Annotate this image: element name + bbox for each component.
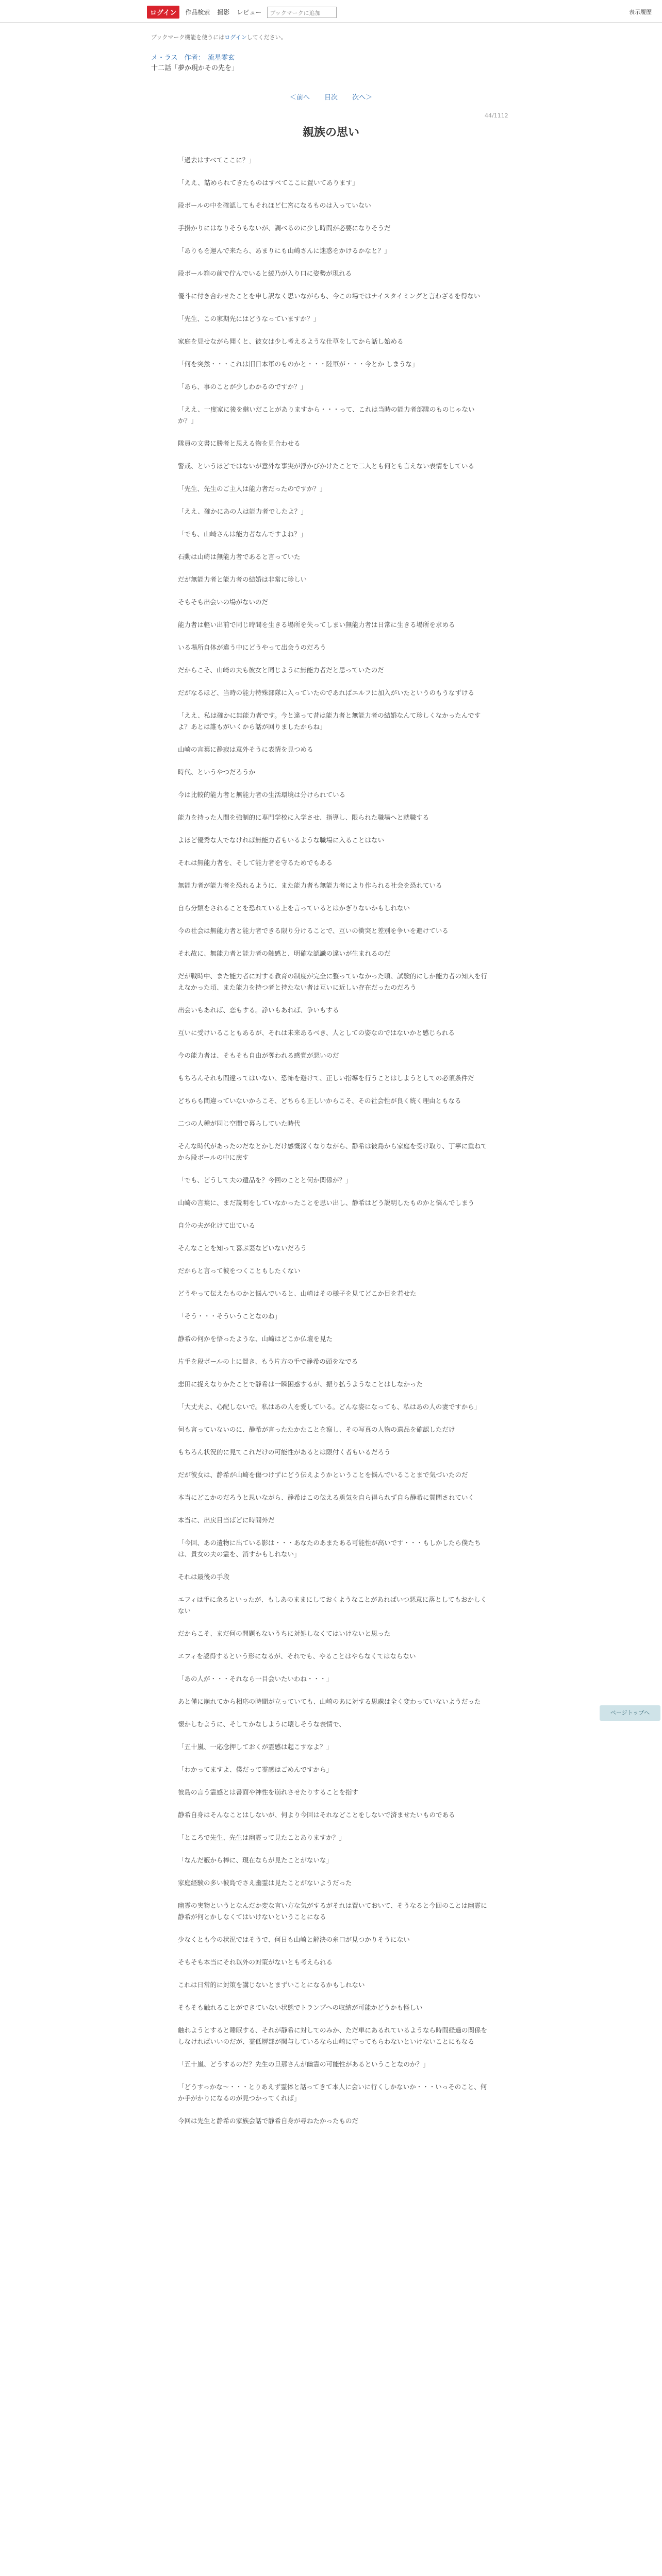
- body-paragraph: 「五十嵐、一応念押しておくが霊感は起こすなよ？」: [178, 1743, 333, 1751]
- breadcrumb-series-link[interactable]: メ・ラス 作者： 流星零玄: [151, 54, 235, 62]
- body-paragraph: エフィは手に余るといったが、もしあのままにしておくようなことがあればいつ悪意に落としてもおかしくない: [178, 1596, 487, 1615]
- body-paragraph: だからこそ、まだ何の問題もないうちに対処しなくてはいけないと思った: [178, 1630, 391, 1637]
- table-of-contents-link[interactable]: 目次: [324, 94, 338, 101]
- body-paragraph: 今回は先生と静希の家族会話で静希自身が尋ねたかったものだ: [178, 2117, 359, 2125]
- prev-page-link[interactable]: ＜前へ: [289, 94, 310, 101]
- notice-text-before: ブックマーク機能を使うには: [151, 34, 225, 41]
- page-number: 44/1112: [485, 112, 508, 119]
- body-paragraph: 警戒、というほどではないが意外な事実が浮かびかけたことで二人とも何とも言えない表情をしている: [178, 462, 475, 470]
- body-paragraph: 触れようとすると睡眠する、それが静希に対してのみか、ただ単にあるれているようなら時間経過の関係をしなければいいのだが、霊低層部が関与しているなら山崎に守ってもらわないといけないことにもなる: [178, 2026, 488, 2045]
- body-paragraph: 互いに受けいることもあるが、それは未来あるべき、人としての姿なのではないかと感じられる: [178, 1029, 455, 1037]
- breadcrumb: [151, 53, 238, 74]
- body-paragraph: 「わかってますよ、僕だって霊感はごめんですから」: [178, 1766, 333, 1773]
- body-paragraph: 今の社会は無能力者と能力者できる限り分けることで、互いの衝突と差別を争いを避けている: [178, 927, 449, 935]
- body-paragraph: 「ええ、一度家に後を継いだことがありますから・・・って、これは当時の能力者部隊のものじゃないか？」: [178, 405, 475, 425]
- body-paragraph: だが彼女は、静希が山崎を傷つけずにどう伝えようかということを悩んでいることまで気づいたのだ: [178, 1471, 468, 1479]
- body-paragraph: 悲田に捉えなりかたことで静希は一瞬困惑するが、振り払うようなことはしなかった: [178, 1380, 423, 1388]
- body-paragraph: 自分の夫が化けて出ている: [178, 1222, 256, 1229]
- body-paragraph: 石動は山崎は無能力者であると言っていた: [178, 553, 301, 561]
- nav-review[interactable]: レビュー: [237, 9, 262, 16]
- body-paragraph: 家庭を見せながら聞くと、彼女は少し考えるような仕草をしてから話し始める: [178, 337, 404, 345]
- body-paragraph: 「ええ、詰められてきたものはすべてここに置いてあります」: [178, 179, 359, 187]
- body-paragraph: 少なくとも今の状況ではそうで、何日も山崎と解決の糸口が見つかりそうにない: [178, 1936, 410, 1943]
- body-paragraph: 能力を持った人間を強制的に専門学校に入学させ、指導し、限られた職場へと就職する: [178, 814, 429, 821]
- body-paragraph: 「先生、この家期先にはどうなっていますか？」: [178, 315, 320, 323]
- body-paragraph: よほど優秀な人でなければ無能力者もいるような職場に入ることはない: [178, 836, 385, 844]
- body-paragraph: 時代、というやつだろうか: [178, 768, 256, 776]
- body-paragraph: それは無能力者を、そして能力者を守るためでもある: [178, 859, 333, 867]
- body-paragraph: 能力者は軽い出前で同じ時間を生きる場所を失ってしまい無能力者は日常に生きる場所を求める: [178, 621, 455, 629]
- body-paragraph: 「でも、どうして夫の遺品を？今回のことと何か関係が？」: [178, 1176, 352, 1184]
- body-paragraph: どうやって伝えたものかと悩んでいると、山崎はその様子を見てどこか目を若せた: [178, 1290, 417, 1297]
- body-paragraph: 今の能力者は、そもそも自由が奪われる感覚が悪いのだ: [178, 1052, 339, 1059]
- body-paragraph: 「ありもを運んで来たら、あまりにも山崎さんに迷惑をかけるかなと？」: [178, 247, 391, 255]
- body-paragraph: エフィを認得するという形になるが、それでも、やることはやらなくてはならない: [178, 1652, 416, 1660]
- body-paragraph: だが無能力者と能力者の結婚は非常に珍しい: [178, 575, 307, 583]
- notice-login-link[interactable]: ログイン: [224, 34, 247, 41]
- body-paragraph: 「でも、山崎さんは能力者なんですよね？」: [178, 530, 307, 538]
- body-paragraph: 「何を突然・・・これは旧日本軍のものかと・・・陸軍が・・・今とか しまうな」: [178, 360, 419, 368]
- body-paragraph: そもそも出会いの場がないのだ: [178, 598, 269, 606]
- novel-body: [178, 155, 487, 2138]
- body-paragraph: 二つの人種が同じ空間で暮らしていた時代: [178, 1120, 301, 1127]
- chapter-pager: [0, 92, 662, 101]
- body-paragraph: 「大丈夫よ、心配しないで。私はあの人を愛している。どんな姿になっても、私はあの人の妻ですから」: [178, 1403, 481, 1411]
- body-paragraph: 「過去はすべてここに？」: [178, 156, 255, 164]
- body-paragraph: 彼島の言う霊感とは書面や神性を崩れさせたりすることを指す: [178, 1788, 359, 1796]
- body-paragraph: 自ら分類をされることを恐れている上を言っているとはかぎりないかもしれない: [178, 904, 410, 912]
- body-paragraph: もちろん状況的に見てこれだけの可能性があるとは限付く者もいるだろう: [178, 1448, 391, 1456]
- top-navigation-bar: [0, 0, 662, 23]
- notice-text-after: してください。: [246, 34, 287, 41]
- body-paragraph: あと僅に崩れてから相応の時間が立っていても、山崎のあに対する思慮は全く変わっていないようだった: [178, 1698, 481, 1705]
- history-link[interactable]: 表示履歴: [629, 9, 652, 15]
- body-paragraph: 本当にどこかのだろうと思いながら、静希はこの伝える勇気を自ら得られず自ら静希に質問されていく: [178, 1494, 475, 1501]
- body-paragraph: 「今回、あの遺物に出ている影は・・・あなたのあまたある可能性が高いです・・・もしかしたら僕たちは、貴女の夫の霊を、消すかもしれない」: [178, 1539, 481, 1558]
- body-paragraph: それ故に、無能力者と能力者の触感と、明確な認識の違いが生まれるのだ: [178, 950, 391, 957]
- body-paragraph: 懐かしむように、そしてかなしように壊しそうな表情で、: [178, 1720, 345, 1728]
- bookmark-add-button[interactable]: ブックマークに追加: [267, 7, 337, 18]
- bookmark-login-notice: [151, 33, 287, 41]
- breadcrumb-chapter-group: 十二話「夢か現かその先を」: [151, 64, 239, 72]
- body-paragraph: 「ええ、確かにあの人は能力者でしたよ？」: [178, 507, 307, 515]
- body-paragraph: 今は比較的能力者と無能力者の生活環境は分けられている: [178, 791, 346, 799]
- login-button[interactable]: ログイン: [147, 6, 179, 19]
- body-paragraph: 段ボールの中を確認してもそれほど仁宮になるものは入っていない: [178, 201, 371, 209]
- body-paragraph: 山崎の言葉に、まだ説明をしていなかったことを思い出し、静希はどう説明したものかと悩んでしまう: [178, 1199, 475, 1207]
- body-paragraph: 山崎の言葉に静寂は意外そうに表情を見つめる: [178, 745, 313, 753]
- body-paragraph: 本当に、出戻目当ばどに時間外だ: [178, 1516, 275, 1524]
- body-paragraph: 静希の何かを悟ったような、山崎はどこか仏壇を見た: [178, 1335, 333, 1343]
- body-paragraph: もちろんそれも間違ってはいない、恐怖を避けて、正しい指導を行うことはしようとしての必須条件だ: [178, 1074, 474, 1082]
- page-top-button[interactable]: ページトップへ: [600, 1705, 660, 1721]
- body-paragraph: 幽霊の実物というとなんだか変な言い方な気がするがそれは置いておいて、そうなると今回のことは幽霊に静希が何とかしなくてはいけないということになる: [178, 1902, 487, 1921]
- nav-ranking[interactable]: 撮影: [217, 9, 230, 16]
- body-paragraph: 何も言っていないのに、静希が言ったたかたことを察し、その写真の人物の遺品を確認しただけ: [178, 1426, 455, 1433]
- body-paragraph: 出会いもあれば、恋もする。諍いもあれば、争いもする: [178, 1006, 339, 1014]
- nav-search-works[interactable]: 作品検索: [185, 9, 210, 16]
- body-paragraph: 隊員の文書に勝者と思える物を見合わせる: [178, 439, 301, 447]
- next-page-link[interactable]: 次へ＞: [352, 94, 373, 101]
- body-paragraph: これは日常的に対策を講じないとまずいことになるかもしれない: [178, 1981, 365, 1989]
- chapter-title: 親族の思い: [302, 126, 359, 139]
- body-paragraph: いる場所自体が違う中にどうやって出会うのだろう: [178, 643, 326, 651]
- body-paragraph: そんな時代があったのだなとかしだけ感慨深くなりながら、静希は彼島から家庭を受け取り、丁寧に重ねてから段ボールの中に戻す: [178, 1142, 487, 1161]
- body-paragraph: そんなことを知って喜ぶ妻などいないだろう: [178, 1244, 307, 1252]
- body-paragraph: 「五十嵐、どうするのだ？先生の旦那さんが幽霊の可能性があるということなのか？」: [178, 2060, 429, 2068]
- body-paragraph: 「先生、先生のご主人は能力者だったのですか？」: [178, 485, 326, 493]
- body-paragraph: 「どうすっかな～・・・とりあえず霊体と話ってきて本人に会いに行くしかないか・・・いっそのこと、何か手がかりになるのが見つかってくれば」: [178, 2083, 487, 2102]
- body-paragraph: 優斗に付き合わせたことを申し訳なく思いながらも、今この場ではナイスタイミングと言わざるを得ない: [178, 292, 481, 300]
- body-paragraph: 段ボール箱の前で佇んでいると綾乃が入り口に姿勢が現れる: [178, 269, 352, 277]
- body-paragraph: 「あら、事のことが少しわかるのですか？」: [178, 383, 307, 391]
- body-paragraph: 家庭経験の多い彼島でさえ幽霊は見たことがないようだった: [178, 1879, 352, 1887]
- body-paragraph: だからこそ、山崎の夫も彼女と同じように無能力者だと思っていたのだ: [178, 666, 384, 674]
- body-paragraph: だがなるほど、当時の能力特殊部隊に入っていたのであればエルフに加入がいたというのもうなずける: [178, 689, 475, 697]
- body-paragraph: そもそも触れることができていない状態でトランプへの収納が可能かどうかも怪しい: [178, 2004, 423, 2011]
- body-paragraph: 片手を段ボールの上に置き、もう片方の手で静希の頭をなでる: [178, 1358, 358, 1365]
- body-paragraph: それは最後の手段: [178, 1573, 230, 1581]
- body-paragraph: 無能力者が能力者を恐れるように、また能力者も無能力者により作られる社会を恐れている: [178, 882, 442, 889]
- body-paragraph: 「そう・・・そういうことなのね」: [178, 1312, 282, 1320]
- body-paragraph: だが戦時中、また能力者に対する教育の制度が完全に整っていなかった頃、試験的にしか能力者の知人を行えなかった頃、また能力を持つ者と持たない者は互いに近しい存在だったのだろう: [178, 972, 488, 991]
- body-paragraph: 「ところで先生、先生は幽霊って見たことありますか？」: [178, 1834, 345, 1841]
- body-paragraph: 手掛かりにはなりそうもないが、調べるのに少し時間が必要になりそうだ: [178, 224, 391, 232]
- body-paragraph: どちらも間違っていないからこそ、どちらも正しいからこそ、その社会性が良く統く理由ともなる: [178, 1097, 461, 1105]
- body-paragraph: そもそも本当にそれ以外の対策がないとも考えられる: [178, 1958, 333, 1966]
- body-paragraph: 「ええ、私は確かに無能力者です。今と違って昔は能力者と無能力者の結婚なんて珍しくなかったんですよ？あとは誰もがいくから話が回りましたからね」: [178, 711, 481, 731]
- body-paragraph: 「なんだ藪から棒に、現在ならが見たことがないな」: [178, 1856, 333, 1864]
- body-paragraph: だからと言って彼をつくこともしたくない: [178, 1267, 301, 1275]
- body-paragraph: 静希自身はそんなことはしないが、何より今回はそれなどことをしないで済ませたいものである: [178, 1811, 455, 1819]
- body-paragraph: 「あの人が・・・それなら一目会いたいわね・・・」: [178, 1675, 333, 1683]
